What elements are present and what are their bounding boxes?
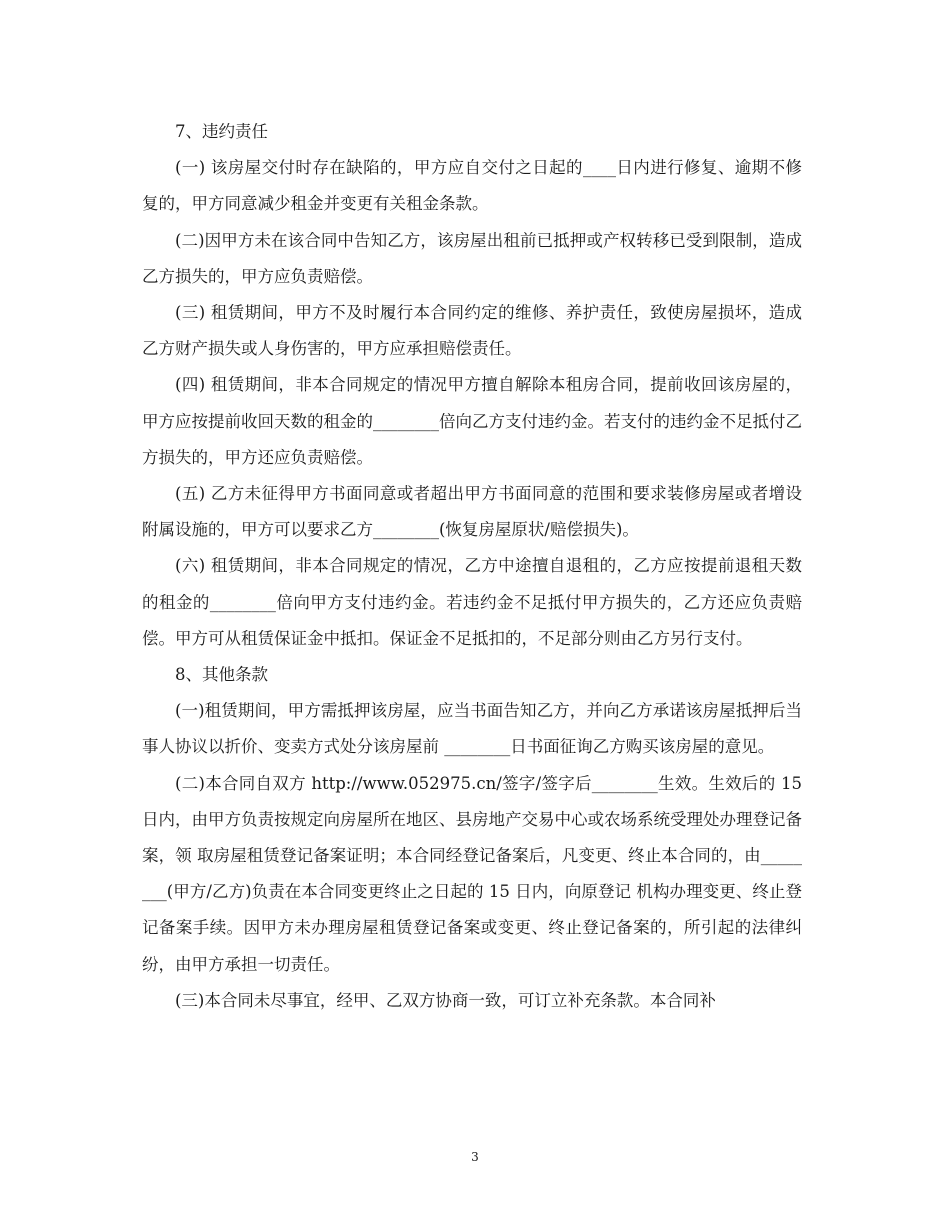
clause-7-3: (三) 租赁期间，甲方不及时履行本合同约定的维修、养护责任，致使房屋损坏，造成乙方财产损失或人身伤害的，甲方应承担赔偿责任。 <box>142 303 802 359</box>
page-number: 3 <box>471 1150 479 1164</box>
document-body <box>142 114 808 1019</box>
clause-7-2: (二)因甲方未在该合同中告知乙方，该房屋出租前已抵押或产权转移已受到限制，造成乙方损失的，甲方应负责赔偿。 <box>142 230 802 286</box>
section-heading-other-terms: 8、其他条款 <box>175 665 268 685</box>
clause-8-2: (二)本合同自双方 http://www.052975.cn/签字/签字后________生效。生效后的 15 日内，由甲方负责按规定向房屋所在地区、县房地产交易中心或农场系统受理处办理登记备案，领 取房屋租赁登记备案证明；本合同经登记备案后，凡变更、终止本合同的，由________(甲方/乙方)负责在本合同变更终止之日起的 15 日内，向原登记 机构办理变更、终止登记备案手续。因甲方未办理房屋租赁登记备案或变更、终止登记备案的，所引起的法律纠纷，由甲方承担一切责任。 <box>142 773 808 974</box>
clause-8-3: (三)本合同未尽事宜，经甲、乙双方协商一致，可订立补充条款。本合同补 <box>175 990 716 1010</box>
clause-7-4: (四) 租赁期间，非本合同规定的情况甲方擅自解除本租房合同，提前收回该房屋的，甲方应按提前收回天数的租金的________倍向乙方支付违约金。若支付的违约金不足抵付乙方损失的，甲方还应负责赔偿。 <box>142 375 802 467</box>
clause-7-5: (五) 乙方未征得甲方书面同意或者超出甲方书面同意的范围和要求装修房屋或者增设附属设施的，甲方可以要求乙方________(恢复房屋原状/赔偿损失)。 <box>142 484 802 540</box>
clause-8-1: (一)租赁期间，甲方需抵押该房屋，应当书面告知乙方，并向乙方承诺该房屋抵押后当事人协议以折价、变卖方式处分该房屋前 ________日书面征询乙方购买该房屋的意见。 <box>142 701 802 757</box>
clause-7-1: (一) 该房屋交付时存在缺陷的，甲方应自交付之日起的____日内进行修复、逾期不修复的，甲方同意减少租金并变更有关租金条款。 <box>142 158 802 214</box>
section-heading-breach-liability: 7、违约责任 <box>175 122 268 141</box>
clause-7-6: (六) 租赁期间，非本合同规定的情况，乙方中途擅自退租的，乙方应按提前退租天数的租金的________倍向甲方支付违约金。若违约金不足抵付甲方损失的，乙方还应负责赔偿。甲方可从租赁保证金中抵扣。保证金不足抵扣的，不足部分则由乙方另行支付。 <box>142 556 802 648</box>
